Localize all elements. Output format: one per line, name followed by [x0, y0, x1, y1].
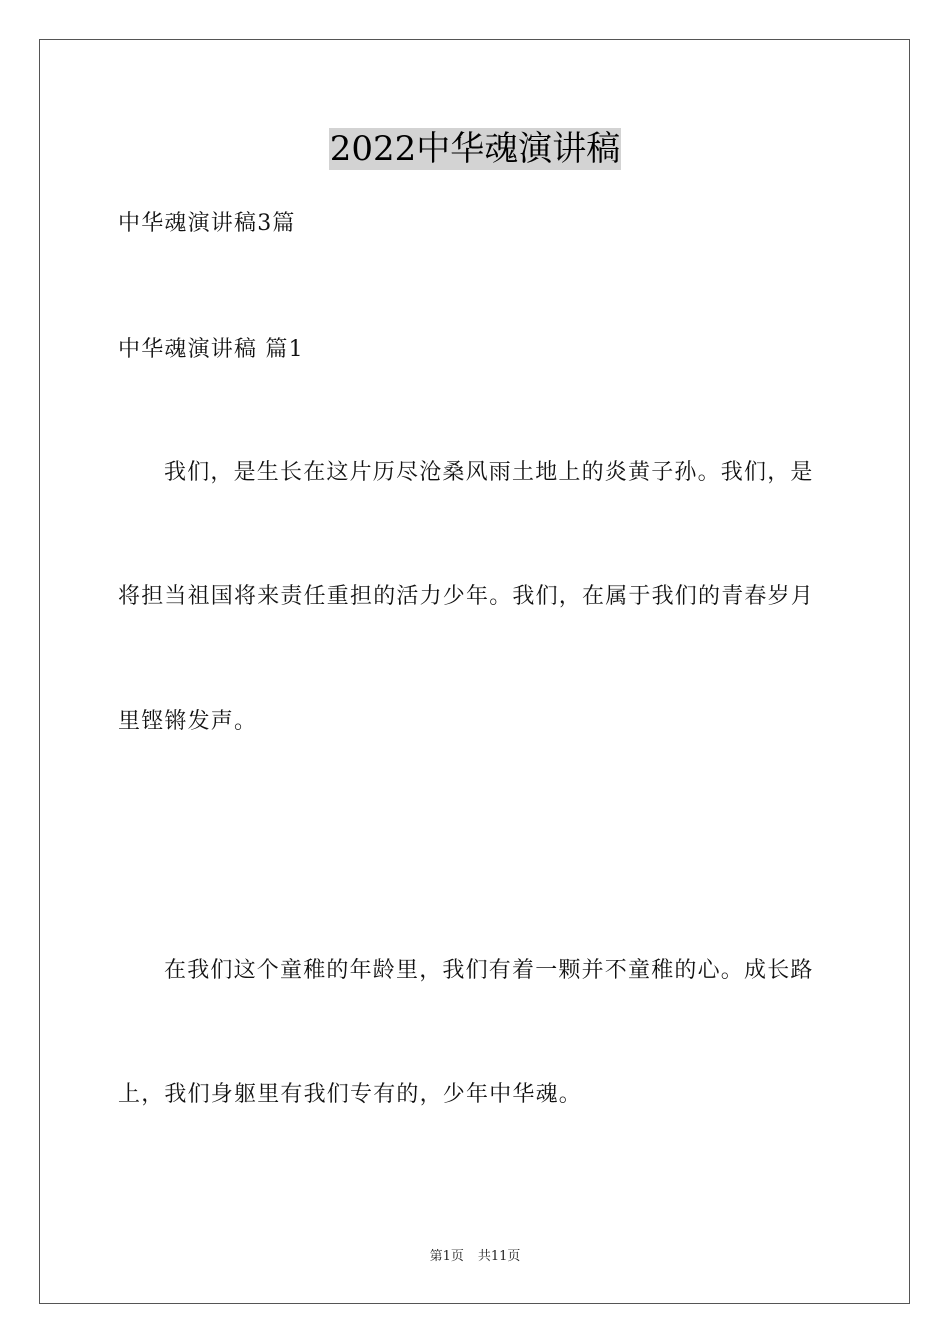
page-total: 共11页: [477, 1249, 521, 1264]
paragraph-1-line-3: 里铿锵发声。: [118, 709, 258, 734]
paragraph-2-line-2: 上，我们身躯里有我们专有的，少年中华魂。: [118, 1082, 583, 1107]
page-number: 第1页: [429, 1249, 464, 1264]
paragraph-2-line-1: 在我们这个童稚的年龄里，我们有着一颗并不童稚的心。成长路: [164, 958, 814, 983]
document-title: 2022中华魂演讲稿: [329, 129, 621, 169]
title-container: [0, 128, 950, 170]
document-subtitle: 中华魂演讲稿3篇: [118, 211, 296, 236]
page-footer: [0, 1248, 950, 1266]
paragraph-1-line-1: 我们，是生长在这片历尽沧桑风雨土地上的炎黄子孙。我们，是: [164, 460, 814, 485]
section-heading: 中华魂演讲稿 篇1: [118, 337, 304, 362]
paragraph-1-line-2: 将担当祖国将来责任重担的活力少年。我们，在属于我们的青春岁月: [118, 584, 815, 609]
